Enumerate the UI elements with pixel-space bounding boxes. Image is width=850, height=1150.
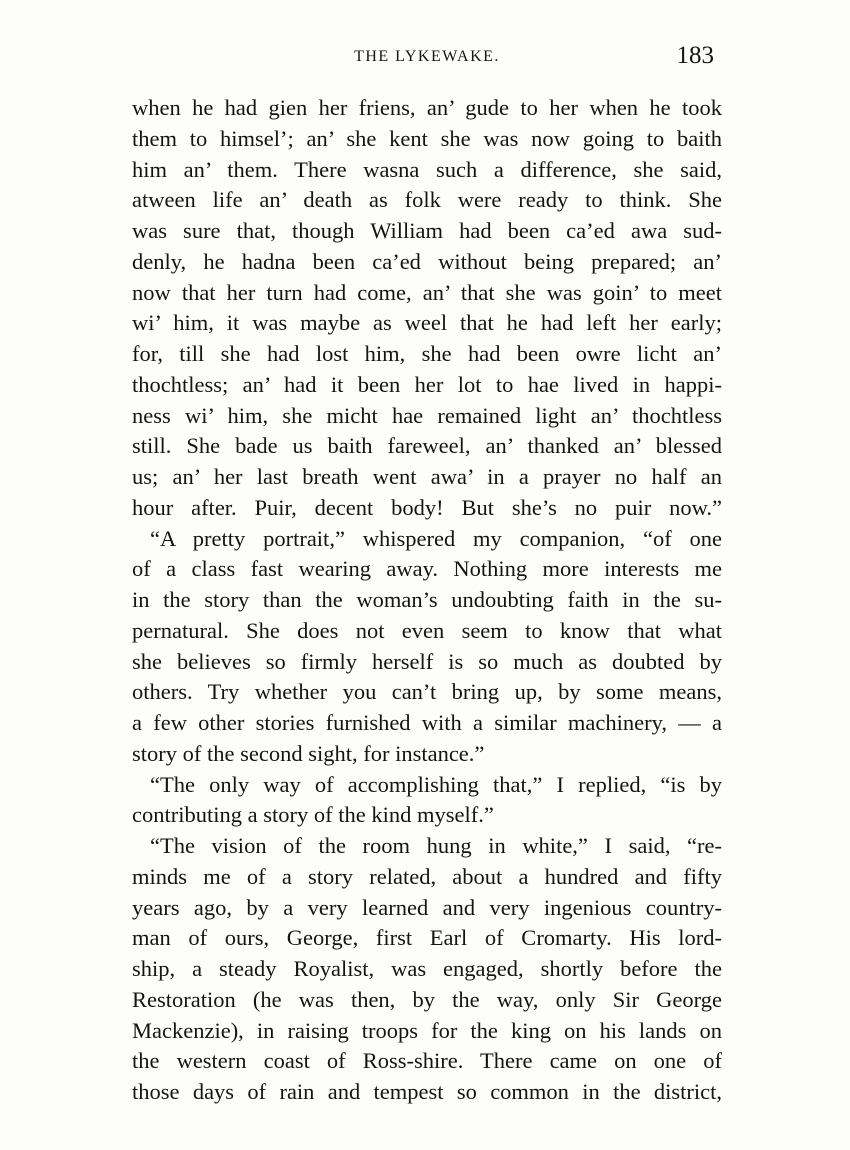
text-line: “A pretty portrait,” whispered my companion, “of one (150, 525, 722, 551)
text-line: man of ours, George, first Earl of Cromarty. His lord- (132, 925, 722, 951)
text-line: them to himsel’; an’ she kent she was now going to baith (132, 125, 722, 151)
text-line: him an’ them. There wasna such a difference, she said, (132, 156, 722, 182)
body-text (132, 93, 722, 1108)
text-line: of a class fast wearing away. Nothing more interests me (132, 556, 722, 582)
text-line: thochtless; an’ had it been her lot to hae lived in happi- (132, 371, 722, 397)
text-line: a few other stories furnished with a similar machinery, — a (132, 710, 722, 735)
text-line: atween life an’ death as folk were ready to think. She (132, 187, 722, 213)
text-line: still. She bade us baith fareweel, an’ thanked an’ blessed (132, 433, 722, 459)
text-line: Restoration (he was then, by the way, only Sir George (132, 986, 722, 1012)
text-line: ness wi’ him, she micht hae remained light an’ thochtless (132, 402, 722, 428)
text-line: Mackenzie), in raising troops for the king on his lands on (132, 1017, 722, 1043)
running-head (132, 42, 722, 76)
text-line: minds me of a story related, about a hundred and fifty (132, 863, 722, 889)
running-title: THE LYKEWAKE. (354, 48, 500, 65)
text-line: pernatural. She does not even seem to know that what (132, 617, 722, 643)
text-line: story of the second sight, for instance.” (132, 740, 485, 766)
text-line: the western coast of Ross-shire. There came on one of (132, 1048, 722, 1074)
text-line: she believes so firmly herself is so much as doubted by (132, 648, 722, 674)
text-line: now that her turn had come, an’ that she was goin’ to meet (132, 279, 722, 305)
text-line: years ago, by a very learned and very ingenious country- (132, 894, 722, 920)
text-line: those days of rain and tempest so common in the district, (132, 1079, 722, 1104)
text-line: for, till she had lost him, she had been owre licht an’ (132, 341, 722, 366)
text-line: was sure that, though William had been ca’ed awa sud- (132, 218, 722, 243)
text-line: others. Try whether you can’t bring up, by some means, (132, 679, 722, 705)
text-line: contributing a story of the kind myself.” (132, 802, 494, 828)
text-line: hour after. Puir, decent body! But she’s no puir now.” (132, 494, 722, 520)
page-number: 183 (676, 42, 714, 69)
text-line: us; an’ her last breath went awa’ in a prayer no half an (132, 464, 722, 489)
text-line: denly, he hadna been ca’ed without being prepared; an’ (132, 248, 722, 274)
text-line: “The vision of the room hung in white,” I said, “re- (150, 833, 722, 858)
text-line: in the story than the woman’s undoubting faith in the su- (132, 587, 722, 612)
text-line: ship, a steady Royalist, was engaged, shortly before the (132, 956, 722, 981)
text-line: wi’ him, it was maybe as weel that he had left her early; (132, 310, 722, 336)
text-line: “The only way of accomplishing that,” I replied, “is by (150, 771, 722, 797)
text-line: when he had gien her friens, an’ gude to her when he took (132, 95, 722, 120)
